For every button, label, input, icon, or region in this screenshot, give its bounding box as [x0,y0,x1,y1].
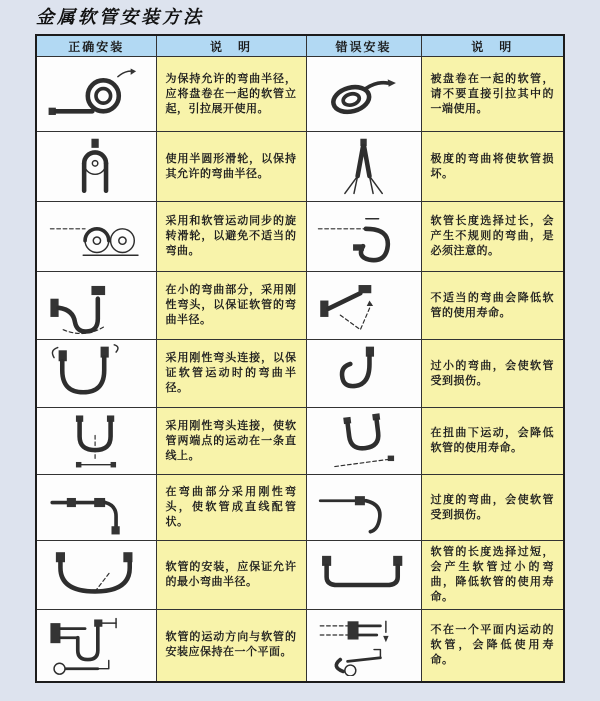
straight-piping-elbow-figure [43,477,149,539]
wrong-description: 过小的弯曲，会使软管受到损伤。 [421,340,564,408]
out-of-plane-figure [311,614,417,676]
standing-coil-figure [43,63,149,125]
wrong-description: 不适当的弯曲会降低软管的使用寿命。 [421,272,564,340]
correct-figure-cell [36,475,156,541]
correct-figure-cell [36,202,156,272]
correct-description: 采用刚性弯头连接，使软管两端点的运动在一条直线上。 [156,408,306,475]
excessive-bend-figure [311,477,417,539]
header-correct-desc: 说 明 [156,35,306,57]
table-row [36,202,564,272]
table-row [36,475,564,541]
wrong-description: 过度的弯曲，会使软管受到损伤。 [421,475,564,541]
correct-figure-cell [36,541,156,610]
too-small-bend-figure [311,343,417,405]
correct-description: 为保持允许的弯曲半径，应将盘卷在一起的软管立起，引拉展开使用。 [156,57,306,132]
table-row [36,408,564,475]
wrong-description: 被盘卷在一起的软管，请不要直接引拉其中的一端使用。 [421,57,564,132]
correct-figure-cell [36,132,156,202]
wrong-figure-cell [306,541,421,610]
correct-figure-cell [36,272,156,340]
rotating-pulleys-figure [43,206,149,268]
wrong-description: 极度的弯曲将使软管损坏。 [421,132,564,202]
rigid-elbow-u-figure [43,343,149,405]
wrong-figure-cell [306,57,421,132]
correct-description: 在小的弯曲部分，采用刚性弯头，以保证软管的弯曲半径。 [156,272,306,340]
pulled-coil-figure [311,63,417,125]
min-bend-radius-u-figure [43,544,149,606]
table-row [36,541,564,610]
rigid-elbow-small-bend-figure [43,275,149,337]
correct-figure-cell [36,340,156,408]
extreme-bend-figure [311,136,417,198]
wrong-description: 软管长度选择过长，会产生不规则的弯曲，是必须注意的。 [421,202,564,272]
same-plane-trap-figure [43,614,149,676]
wrong-figure-cell [306,202,421,272]
wrong-description: 软管的长度选择过短，会产生软管过小的弯曲，降低软管的使用寿命。 [421,541,564,610]
header-wrong-install: 错误安装 [306,35,421,57]
too-short-hose-figure [311,544,417,606]
installation-methods-table [35,34,565,683]
wrong-figure-cell [306,475,421,541]
table-row [36,132,564,202]
wrong-figure-cell [306,610,421,682]
table-row [36,272,564,340]
irregular-loop-figure [311,206,417,268]
wrong-figure-cell [306,132,421,202]
header-wrong-desc: 说 明 [421,35,564,57]
wrong-figure-cell [306,408,421,475]
header-correct-install: 正确安装 [36,35,156,57]
twisted-u-figure [311,410,417,472]
wrong-figure-cell [306,340,421,408]
correct-figure-cell [36,57,156,132]
correct-description: 使用半圆形滑轮，以保持其允许的弯曲半径。 [156,132,306,202]
page-title: 金属软管安装方法 [36,7,204,27]
correct-figure-cell [36,408,156,475]
header-row [36,35,564,57]
correct-description: 软管的运动方向与软管的安装应保持在一个平面。 [156,610,306,682]
semicircular-pulley-figure [43,136,149,198]
correct-description: 在弯曲部分采用刚性弯头，使软管成直线配管状。 [156,475,306,541]
wrong-description: 不在一个平面内运动的软管，会降低使用寿命。 [421,610,564,682]
inline-motion-u-figure [43,410,149,472]
correct-description: 软管的安装，应保证允许的最小弯曲半径。 [156,541,306,610]
wrong-description: 在扭曲下运动，会降低软管的使用寿命。 [421,408,564,475]
wrong-figure-cell [306,272,421,340]
correct-description: 采用刚性弯头连接，以保证软管运动时的弯曲半径。 [156,340,306,408]
table-row [36,610,564,682]
correct-description: 采用和软管运动同步的旋转滑轮，以避免不适当的弯曲。 [156,202,306,272]
table-row [36,340,564,408]
improper-bend-figure [311,275,417,337]
table-row [36,57,564,132]
correct-figure-cell [36,610,156,682]
